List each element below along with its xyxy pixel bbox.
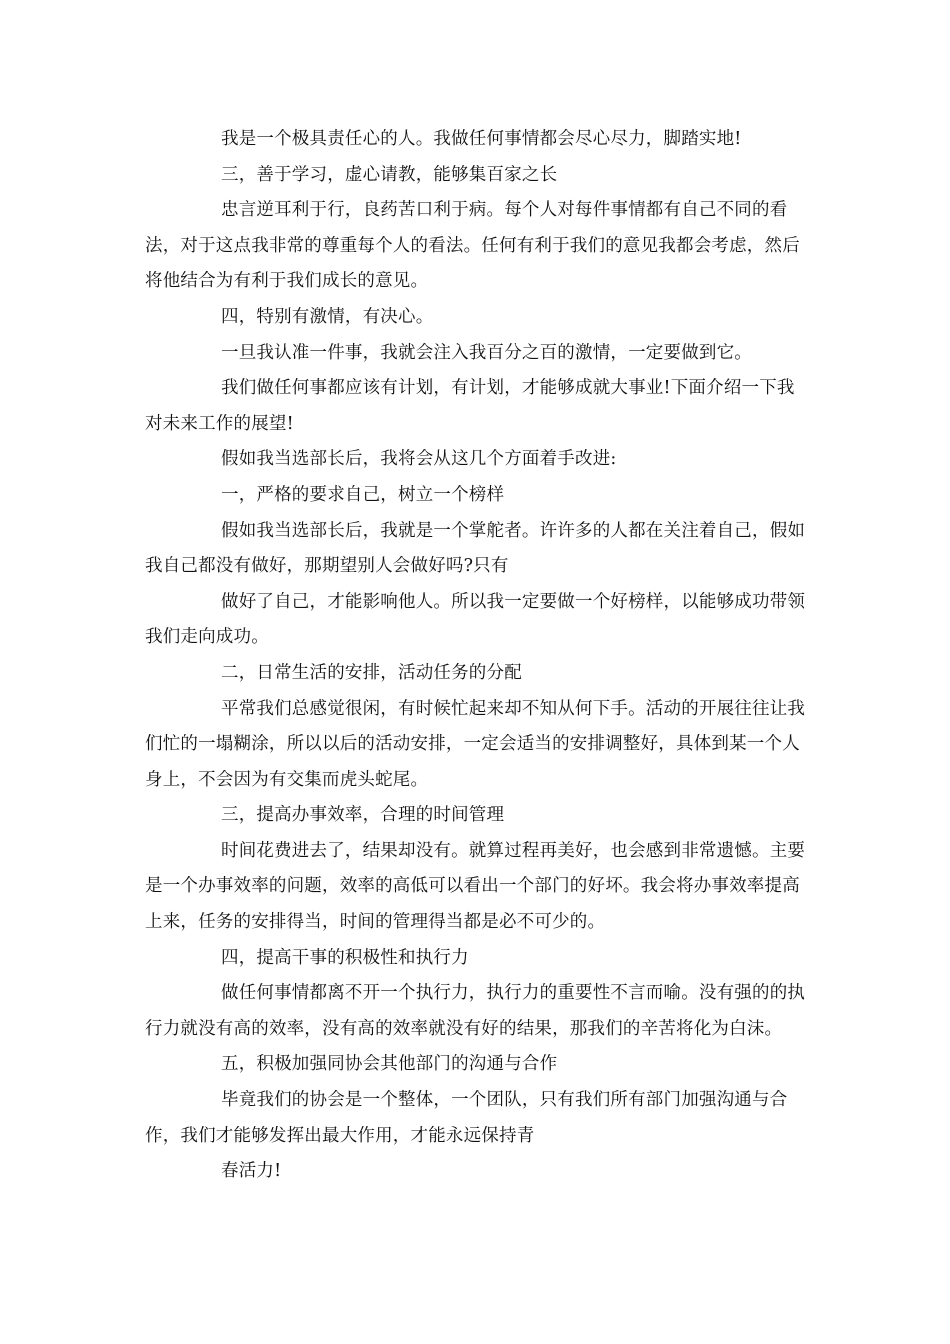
document-body xyxy=(145,122,811,1190)
heading-learning: 三，善于学习，虚心请教，能够集百家之长 xyxy=(221,164,558,185)
paragraph-advice: 忠言逆耳利于行，良药苦口利于病。每个人对每件事情都有自己不同的看法，对于这点我非常的尊重每个人的看法。任何有利于我们的意见我都会考虑，然后将他结合为有利于我们成长的意见。 xyxy=(145,200,800,292)
paragraph-execution: 做任何事情都离不开一个执行力，执行力的重要性不言而喻。没有强的的执行力就没有高的效率，没有高的效率就没有好的结果，那我们的辛苦将化为白沫。 xyxy=(145,983,806,1039)
paragraph-responsibility: 我是一个极具责任心的人。我做任何事情都会尽心尽力，脚踏实地! xyxy=(221,129,742,149)
heading-execution: 四，提高干事的积极性和执行力 xyxy=(221,947,469,968)
paragraph-improvements-intro: 假如我当选部长后，我将会从这几个方面着手改进: xyxy=(221,449,617,470)
heading-daily-arrangement: 二，日常生活的安排，活动任务的分配 xyxy=(221,662,522,683)
paragraph-closing: 春活力! xyxy=(221,1161,282,1182)
paragraph-daily-arrangement: 平常我们总感觉很闲，有时候忙起来却不知从何下手。活动的开展往往让我们忙的一塌糊涂，所以以后的活动安排，一定会适当的安排调整好，具体到某一个人身上，不会因为有交集而虎头蛇尾。 xyxy=(145,698,806,790)
heading-role-model: 一，严格的要求自己，树立一个榜样 xyxy=(221,484,505,505)
paragraph-passion: 一旦我认准一件事，我就会注入我百分之百的激情，一定要做到它。 xyxy=(221,342,752,363)
paragraph-cooperation: 毕竟我们的协会是一个整体，一个团队，只有我们所有部门加强沟通与合作，我们才能够发挥出最大作用，才能永远保持青 xyxy=(145,1090,788,1146)
paragraph-efficiency: 时间花费进去了，结果却没有。就算过程再美好，也会感到非常遗憾。主要是一个办事效率的问题，效率的高低可以看出一个部门的好坏。我会将办事效率提高上来，任务的安排得当，时间的管理得当都是必不可少的。 xyxy=(145,840,806,933)
heading-efficiency: 三，提高办事效率，合理的时间管理 xyxy=(221,805,505,826)
paragraph-role-model-2: 做好了自己，才能影响他人。所以我一定要做一个好榜样，以能够成功带领我们走向成功。 xyxy=(145,591,806,648)
paragraph-plan: 我们做任何事都应该有计划，有计划，才能够成就大事业!下面介绍一下我对未来工作的展望! xyxy=(145,378,795,434)
heading-cooperation: 五，积极加强同协会其他部门的沟通与合作 xyxy=(221,1054,558,1075)
heading-passion: 四，特别有激情，有决心。 xyxy=(221,306,434,327)
paragraph-role-model-1: 假如我当选部长后，我就是一个掌舵者。许许多的人都在关注着自己，假如我自己都没有做好，那期望别人会做好吗?只有 xyxy=(145,520,806,577)
